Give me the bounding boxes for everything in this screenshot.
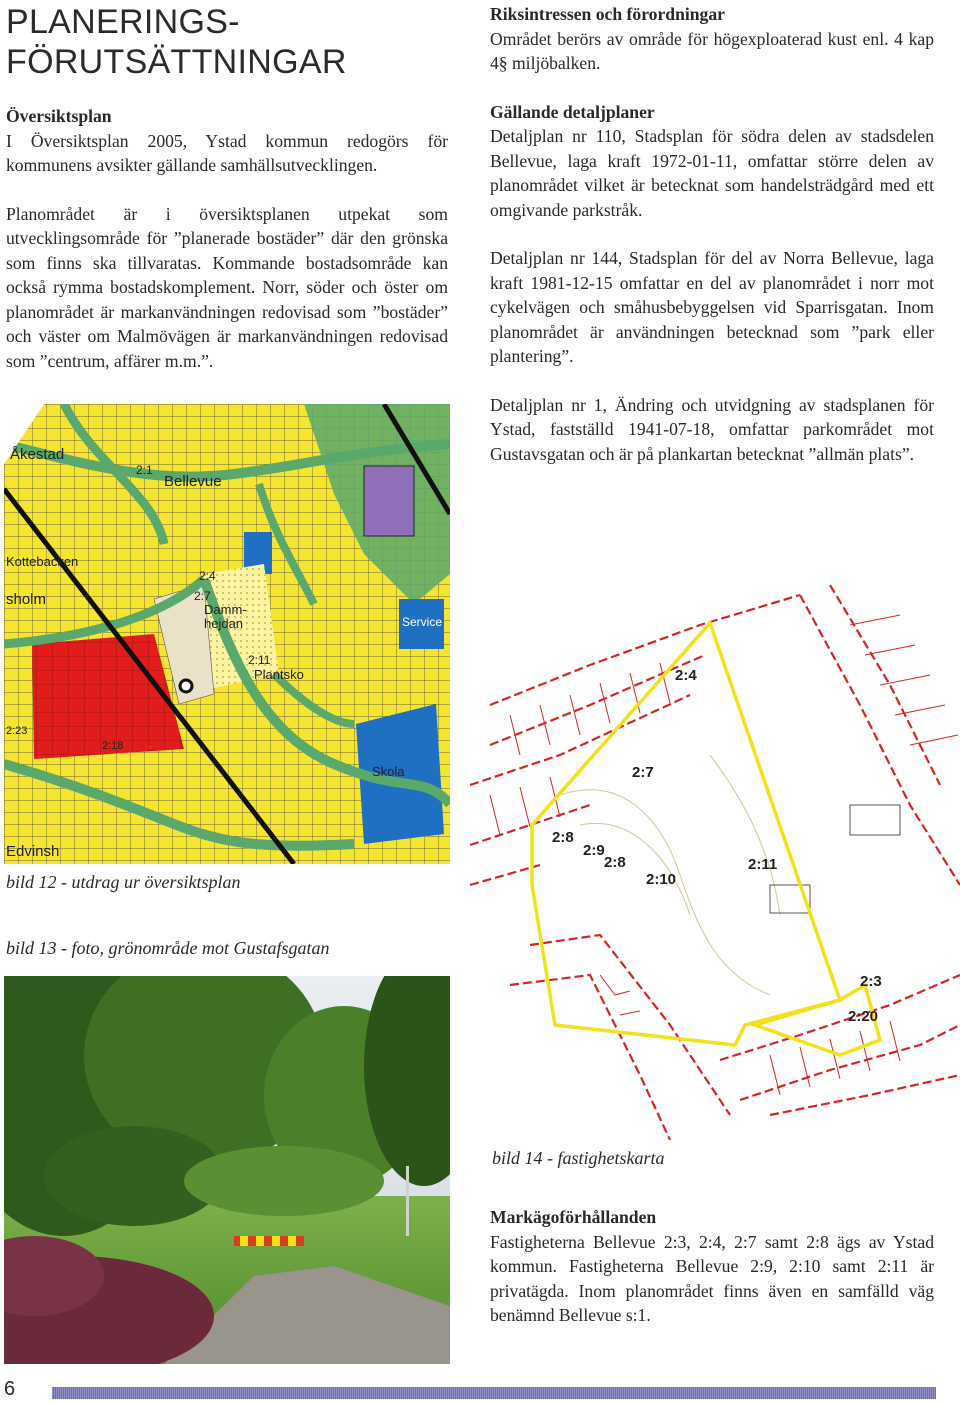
map-label-2-1: 2:1: [136, 463, 153, 477]
detaljplaner-paragraph-2: Detaljplan nr 144, Stadsplan för del av Norra Bellevue, laga kraft 1981-12-15 omfattar en del av planområdet i norr mot cykelvägen och småhusbebyggelsen vid Sparrisgatan. Inom planområdet är användningen betecknad som ”park eller plantering”.: [490, 248, 934, 366]
oversiktsplan-map: [4, 404, 450, 864]
page-title-line1: PLANERINGS-: [6, 3, 240, 41]
page-number: 6: [4, 1378, 16, 1400]
oversiktsplan-paragraph-2: Planområdet är i översiktsplanen utpekat som utvecklingsområde för ”planerade bostäder” där den grönska som finns ska tillvaratas. Kommande bostadsområde kan också rymma bostadskomplement. Norr, söder och öster om planområdet är markanvändningen redovisad som ”bostäder” och väster om Malmövägen är markanvändningen redovisad som ”centrum, affärer m.m.”.: [6, 203, 448, 371]
cadastral-label-2-4: 2:4: [675, 667, 697, 684]
oversiktsplan-map-graphic: [4, 404, 450, 864]
cadastral-label-2-9: 2:9: [583, 842, 605, 859]
page-title-line2: FÖRUTSÄTTNINGAR: [6, 43, 347, 81]
riksintressen-heading: Riksintressen och förordningar: [490, 4, 725, 24]
oversiktsplan-section: [6, 104, 448, 397]
markagoforhallanden-heading: Markägoförhållanden: [490, 1207, 657, 1227]
map-label-2-4: 2:4: [199, 569, 216, 583]
fastighetskarta-map: [470, 555, 960, 1140]
oversiktsplan-paragraph-1: I Översiktsplan 2005, Ystad kommun redogörs för kommunens avsikter gällande samhällsutvecklingen.: [6, 130, 448, 175]
map-label-2-7: 2:7: [194, 589, 211, 603]
cadastral-label-2-10: 2:10: [646, 871, 677, 888]
map-label-dammhejdan-1: Damm-: [204, 602, 247, 617]
cadastral-label-2-8a: 2:8: [552, 829, 574, 846]
caption-bild-14: bild 14 - fastighetskarta: [492, 1148, 665, 1168]
map-label-edvinsh: Edvinsh: [6, 843, 60, 860]
footer-bar: [52, 1387, 936, 1399]
cadastral-label-2-11: 2:11: [748, 856, 778, 873]
detaljplaner-paragraph-3: Detaljplan nr 1, Ändring och utvidgning av stadsplanen för Ystad, fastställd 1941-07-18, omfattar parkområdet mot Gustavsgatan och är på plankartan betecknat ”allmän plats”.: [490, 394, 934, 464]
riksintressen-body: Området berörs av område för högexploaterad kust enl. 4 kap 4§ miljöbalken.: [490, 28, 934, 73]
map-label-service: Service: [402, 615, 443, 629]
map-label-kottebacken: Kottebacken: [6, 554, 79, 569]
map-label-2-18: 2:18: [102, 740, 124, 752]
cadastral-label-2-20: 2:20: [848, 1008, 879, 1025]
map-label-akestad: Åkestad: [10, 446, 65, 463]
cadastral-label-2-7: 2:7: [632, 764, 654, 781]
detaljplaner-paragraph-1: Detaljplan nr 110, Stadsplan för södra delen av stadsdelen Bellevue, laga kraft 1972-01-11, omfattar större delen av planområdet vilket är betecknat som handelsträdgård med ett omgivande parkstråk.: [490, 126, 934, 220]
oversiktsplan-heading: Översiktsplan: [6, 106, 112, 126]
map-label-sholm: sholm: [6, 591, 47, 608]
fastighetskarta-graphic: [470, 555, 960, 1140]
right-column-text: [490, 2, 934, 490]
green-area-photo-graphic: [4, 976, 450, 1364]
map-label-skola: Skola: [372, 764, 405, 779]
map-label-dammhejdan-2: hejdan: [204, 616, 244, 631]
markagoforhallanden-section: [490, 1205, 934, 1352]
cadastral-label-2-8b: 2:8: [604, 854, 626, 871]
caption-bild-12: bild 12 - utdrag ur översiktsplan: [6, 872, 241, 892]
page-title: [6, 2, 347, 82]
markagoforhallanden-body: Fastigheterna Bellevue 2:3, 2:4, 2:7 samt 2:8 ägs av Ystad kommun. Fastigheterna Bellevue 2:9, 2:10 samt 2:11 är privatägda. Inom planområdet finns även en samfälld väg benämnd Bellevue s:1.: [490, 1231, 934, 1325]
detaljplaner-heading: Gällande detaljplaner: [490, 101, 655, 122]
green-area-photo: [4, 976, 450, 1364]
cadastral-label-2-3: 2:3: [860, 973, 882, 990]
map-label-bellevue: Bellevue: [164, 473, 222, 490]
caption-bild-13: bild 13 - foto, grönområde mot Gustafsgatan: [6, 938, 330, 958]
map-label-2-11: 2:11: [248, 653, 271, 667]
planomrade-boundary: [532, 623, 840, 1045]
map-label-plantsko: Plantsko: [254, 667, 304, 682]
map-label-2-23: 2:23: [6, 725, 28, 737]
